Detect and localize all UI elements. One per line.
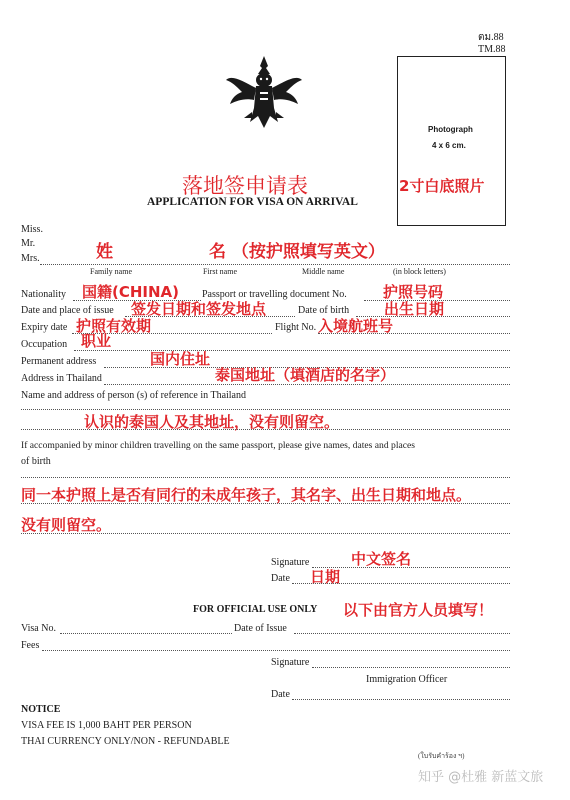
thailand-address-annotation: 泰国地址（填酒店的名字） — [215, 366, 396, 384]
signature-line[interactable] — [312, 567, 510, 568]
children-line-2[interactable] — [21, 503, 510, 504]
form-code-thai: ตม.88 — [478, 32, 504, 43]
page-title-zh: 落地签申请表 — [182, 174, 308, 198]
reference-line-2[interactable] — [21, 429, 510, 430]
official-signature-line[interactable] — [312, 667, 510, 668]
visa-no-label: Visa No. — [21, 623, 56, 634]
children-label: If accompanied by minor children travelling on the same passport, please give names, dates and places — [21, 440, 416, 451]
surname-annotation: 姓 — [96, 242, 113, 262]
children-annotation-cont: 没有则留空。 — [21, 516, 112, 534]
photo-label: Photograph — [428, 125, 473, 134]
official-annotation: 以下由官方人员填写！ — [343, 601, 494, 619]
official-heading: FOR OFFICIAL USE ONLY — [193, 604, 318, 615]
notice-line-2: THAI CURRENCY ONLY/NON - REFUNDABLE — [21, 736, 230, 747]
notice-line-1: VISA FEE IS 1,000 BAHT PER PERSON — [21, 720, 192, 731]
photo-size: 4 x 6 cm. — [432, 141, 466, 150]
immigration-officer-label: Immigration Officer — [366, 674, 448, 685]
nationality-annotation: 国籍(CHINA) — [82, 283, 180, 301]
passport-annotation: 护照号码 — [383, 283, 444, 301]
reference-label: Name and address of person (s) of reference in Thailand — [21, 390, 246, 401]
flight-annotation: 入境航班号 — [318, 317, 394, 335]
footer-thai-text: (ใบรับคำร้อง ฯ) — [418, 752, 465, 760]
dob-annotation: 出生日期 — [384, 300, 445, 318]
expiry-annotation: 护照有效期 — [76, 317, 152, 335]
first-name-caption: First name — [203, 267, 237, 276]
thailand-address-line[interactable] — [104, 384, 510, 385]
expiry-label: Expiry date — [21, 322, 68, 333]
date-annotation: 日期 — [310, 568, 341, 586]
occupation-label: Occupation — [21, 339, 68, 350]
block-letters-caption: (in block letters) — [393, 267, 446, 276]
occupation-line[interactable] — [74, 350, 510, 351]
passport-label: Passport or travelling document No. — [202, 289, 347, 300]
form-code: TM.88 — [478, 44, 506, 55]
title-mrs: Mrs. — [21, 253, 40, 264]
children-line-3[interactable] — [21, 533, 510, 534]
occupation-annotation: 职业 — [81, 332, 112, 350]
notice-title: NOTICE — [21, 704, 61, 715]
issue-label: Date and place of issue — [21, 305, 114, 316]
official-date-line[interactable] — [292, 699, 510, 700]
thailand-address-label: Address in Thailand — [21, 373, 102, 384]
photo-annotation: 2寸白底照片 — [399, 177, 485, 195]
title-mr: Mr. — [21, 238, 36, 249]
name-line[interactable] — [40, 264, 510, 265]
signature-annotation: 中文签名 — [351, 550, 412, 568]
children-line-1[interactable] — [21, 477, 510, 478]
family-name-caption: Family name — [90, 267, 132, 276]
dob-label: Date of birth — [298, 305, 350, 316]
flight-label: Flight No. — [275, 322, 317, 333]
reference-line-1[interactable] — [21, 409, 510, 410]
official-date-label: Date — [271, 689, 290, 700]
issue-annotation: 签发日期和签发地点 — [131, 300, 267, 318]
title-miss: Miss. — [21, 224, 43, 235]
children-label-cont: of birth — [21, 456, 51, 467]
permanent-address-label: Permanent address — [21, 356, 97, 367]
watermark: 知乎 @杜雅 新蓝文旅 — [418, 770, 544, 785]
name-annotation: 名 （按护照填写英文） — [209, 242, 385, 262]
date-of-issue-line[interactable] — [294, 633, 510, 634]
date-line[interactable] — [292, 583, 510, 584]
signature-label: Signature — [271, 557, 310, 568]
garuda-emblem-icon — [222, 52, 306, 136]
date-label: Date — [271, 573, 290, 584]
nationality-label: Nationality — [21, 289, 66, 300]
reference-annotation: 认识的泰国人及其地址，没有则留空。 — [84, 413, 340, 431]
official-signature-label: Signature — [271, 657, 310, 668]
flight-line[interactable] — [318, 333, 510, 334]
children-annotation: 同一本护照上是否有同行的未成年孩子，其名字、出生日期和地点。 — [21, 486, 472, 504]
date-of-issue-label: Date of Issue — [234, 623, 287, 634]
fees-line[interactable] — [42, 650, 510, 651]
fees-label: Fees — [21, 640, 40, 651]
middle-name-caption: Middle name — [302, 267, 345, 276]
permanent-address-annotation: 国内住址 — [150, 350, 211, 368]
visa-no-line[interactable] — [60, 633, 232, 634]
page-title-en: APPLICATION FOR VISA ON ARRIVAL — [147, 196, 358, 208]
